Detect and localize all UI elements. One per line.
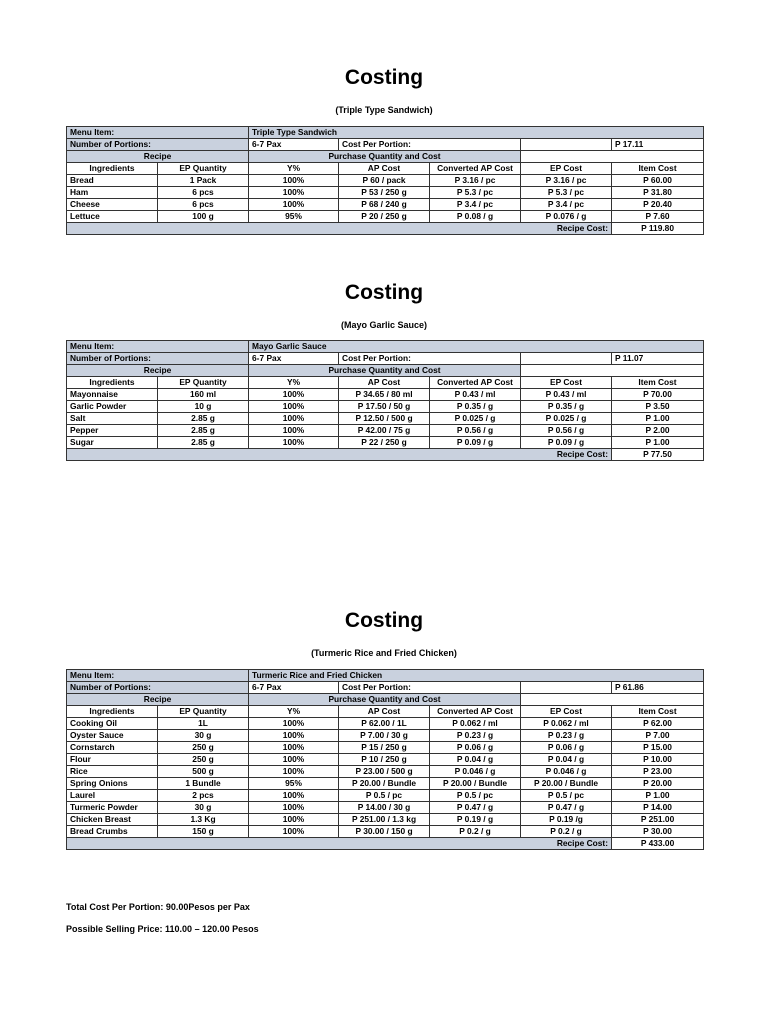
table-row [67,401,704,413]
table-cell: P 10 / 250 g [339,754,430,766]
table-cell: P 23.00 / 500 g [339,766,430,778]
table-cell: P 0.08 / g [430,211,521,223]
table-cell: P 0.025 / g [430,413,521,425]
table-cell: 10 g [158,401,249,413]
table-cell: P 7.00 [612,730,704,742]
possible-selling-price: Possible Selling Price: 110.00 – 120.00 Pesos [66,924,259,934]
recipe-cost-value: P 119.80 [612,223,704,235]
table-cell: 100% [249,766,339,778]
table-cell: 150 g [158,826,249,838]
table-cell: P 7.60 [612,211,704,223]
column-header-row [67,706,704,718]
table-cell: P 0.23 / g [430,730,521,742]
column-header-row [67,377,704,389]
group-header-row [67,694,704,706]
section-2-title: Costing [344,281,424,304]
table-cell: 6 pcs [158,187,249,199]
portions-label: Number of Portions: [67,353,249,365]
table-cell: Lettuce [67,211,158,223]
table-cell: P 0.04 / g [430,754,521,766]
table-cell: 1.3 Kg [158,814,249,826]
table-cell: P 0.35 / g [430,401,521,413]
table-cell: P 30.00 / 150 g [339,826,430,838]
table-cell: 100% [249,199,339,211]
table-cell: P 0.046 / g [521,766,612,778]
table-row [67,211,704,223]
table-cell: Cornstarch [67,742,158,754]
table-cell: 2.85 g [158,425,249,437]
table-cell: P 3.50 [612,401,704,413]
section-3-subtitle: (Turmeric Rice and Fried Chicken) [311,648,457,658]
purchase-group-header: Purchase Quantity and Cost [249,694,521,706]
table-cell: P 34.65 / 80 ml [339,389,430,401]
table-row [67,790,704,802]
table-cell: 2.85 g [158,437,249,449]
table-cell: P 0.04 / g [521,754,612,766]
recipe-cost-row [67,449,704,461]
table-cell: Bread [67,175,158,187]
costing-table [66,669,704,850]
table-cell: P 0.025 / g [521,413,612,425]
table-cell: P 3.4 / pc [521,199,612,211]
recipe-group-header: Recipe [67,365,249,377]
table-row [67,766,704,778]
table-cell: Laurel [67,790,158,802]
group-header-row [67,365,704,377]
cost-per-portion-value: P 11.07 [612,353,704,365]
portions-row [67,139,704,151]
table-cell: P 1.00 [612,790,704,802]
table-cell: P 68 / 240 g [339,199,430,211]
table-cell: P 0.56 / g [430,425,521,437]
menu-item-row [67,127,704,139]
table-cell: 100% [249,413,339,425]
table-cell: Spring Onions [67,778,158,790]
column-header: Y% [249,163,339,175]
costing-table [66,126,704,235]
table-row [67,730,704,742]
purchase-group-header: Purchase Quantity and Cost [249,365,521,377]
menu-item-label: Menu Item: [67,341,249,353]
table-cell: P 0.076 / g [521,211,612,223]
table-cell: P 20.00 / Bundle [521,778,612,790]
table-cell: P 60.00 [612,175,704,187]
portions-label: Number of Portions: [67,139,249,151]
menu-item-value: Mayo Garlic Sauce [249,341,704,353]
table-row [67,389,704,401]
table-cell: P 3.4 / pc [430,199,521,211]
table-cell: 100% [249,389,339,401]
cost-per-portion-spacer [521,353,612,365]
table-cell: P 0.19 /g [521,814,612,826]
recipe-cost-label: Recipe Cost: [67,838,612,850]
table-cell: Flour [67,754,158,766]
table-cell: 30 g [158,730,249,742]
costing-table [66,340,704,461]
table-cell: 1 Pack [158,175,249,187]
section-2-subtitle: (Mayo Garlic Sauce) [340,320,428,330]
table-cell: 100% [249,401,339,413]
table-cell: P 0.47 / g [521,802,612,814]
portions-value: 6-7 Pax [249,353,339,365]
menu-item-label: Menu Item: [67,670,249,682]
table-cell: Garlic Powder [67,401,158,413]
table-cell: P 53 / 250 g [339,187,430,199]
table-cell: P 15.00 [612,742,704,754]
table-row [67,754,704,766]
table-cell: P 14.00 [612,802,704,814]
section-1-title: Costing [344,66,424,89]
table-cell: 1L [158,718,249,730]
recipe-cost-label: Recipe Cost: [67,449,612,461]
table-cell: 30 g [158,802,249,814]
cost-per-portion-label: Cost Per Portion: [339,682,521,694]
column-header: Ingredients [67,706,158,718]
cost-per-portion-label: Cost Per Portion: [339,139,521,151]
table-cell: P 251.00 / 1.3 kg [339,814,430,826]
table-cell: P 0.5 / pc [430,790,521,802]
recipe-cost-row [67,838,704,850]
group-header-row [67,151,704,163]
table-cell: Turmeric Powder [67,802,158,814]
table-cell: P 0.062 / ml [430,718,521,730]
table-cell: P 1.00 [612,413,704,425]
table-cell: 1 Bundle [158,778,249,790]
table-cell: Mayonnaise [67,389,158,401]
table-cell: P 0.56 / g [521,425,612,437]
group-header-spacer [521,694,704,706]
table-row [67,718,704,730]
table-cell: 2.85 g [158,413,249,425]
table-cell: P 0.046 / g [430,766,521,778]
table-cell: 160 ml [158,389,249,401]
table-cell: Rice [67,766,158,778]
cost-per-portion-label: Cost Per Portion: [339,353,521,365]
table-cell: 6 pcs [158,199,249,211]
column-header: Converted AP Cost [430,377,521,389]
cost-per-portion-value: P 61.86 [612,682,704,694]
table-cell: P 30.00 [612,826,704,838]
column-header: Item Cost [612,377,704,389]
cost-per-portion-spacer [521,139,612,151]
group-header-spacer [521,151,704,163]
table-cell: P 0.43 / ml [430,389,521,401]
table-cell: Bread Crumbs [67,826,158,838]
column-header: AP Cost [339,377,430,389]
column-header: Ingredients [67,377,158,389]
table-cell: P 0.06 / g [521,742,612,754]
menu-item-value: Turmeric Rice and Fried Chicken [249,670,704,682]
column-header: Item Cost [612,163,704,175]
table-row [67,742,704,754]
table-cell: 100 g [158,211,249,223]
table-cell: P 0.43 / ml [521,389,612,401]
table-cell: P 0.2 / g [430,826,521,838]
table-cell: P 3.16 / pc [521,175,612,187]
table-cell: P 0.06 / g [430,742,521,754]
section-3-title: Costing [344,609,424,632]
cost-per-portion-spacer [521,682,612,694]
table-cell: P 5.3 / pc [521,187,612,199]
table-cell: 100% [249,718,339,730]
table-cell: P 0.5 / pc [521,790,612,802]
purchase-group-header: Purchase Quantity and Cost [249,151,521,163]
table-row [67,814,704,826]
table-cell: 2 pcs [158,790,249,802]
table-cell: 100% [249,730,339,742]
table-cell: 100% [249,790,339,802]
table-cell: 100% [249,437,339,449]
menu-item-label: Menu Item: [67,127,249,139]
table-cell: P 22 / 250 g [339,437,430,449]
column-header: Converted AP Cost [430,706,521,718]
recipe-cost-label: Recipe Cost: [67,223,612,235]
table-cell: 100% [249,742,339,754]
table-cell: P 23.00 [612,766,704,778]
table-cell: P 0.09 / g [521,437,612,449]
column-header: Y% [249,377,339,389]
table-cell: P 17.50 / 50 g [339,401,430,413]
table-cell: P 0.2 / g [521,826,612,838]
table-cell: Cooking Oil [67,718,158,730]
column-header: EP Quantity [158,706,249,718]
table-row [67,413,704,425]
recipe-group-header: Recipe [67,694,249,706]
table-cell: 250 g [158,742,249,754]
table-row [67,778,704,790]
table-row [67,425,704,437]
table-cell: P 14.00 / 30 g [339,802,430,814]
column-header: EP Cost [521,377,612,389]
table-cell: P 62.00 [612,718,704,730]
recipe-cost-value: P 433.00 [612,838,704,850]
table-cell: P 31.80 [612,187,704,199]
menu-item-value: Triple Type Sandwich [249,127,704,139]
portions-label: Number of Portions: [67,682,249,694]
table-cell: P 0.23 / g [521,730,612,742]
column-header: Item Cost [612,706,704,718]
table-cell: Pepper [67,425,158,437]
table-cell: Oyster Sauce [67,730,158,742]
table-cell: 100% [249,187,339,199]
table-cell: P 62.00 / 1L [339,718,430,730]
table-cell: 100% [249,425,339,437]
table-cell: P 0.35 / g [521,401,612,413]
table-cell: P 20.00 / Bundle [339,778,430,790]
column-header: Converted AP Cost [430,163,521,175]
table-row [67,175,704,187]
portions-row [67,682,704,694]
table-cell: P 0.062 / ml [521,718,612,730]
table-cell: 100% [249,826,339,838]
column-header: EP Cost [521,163,612,175]
column-header: Ingredients [67,163,158,175]
table-cell: 95% [249,778,339,790]
table-row [67,199,704,211]
table-cell: P 20 / 250 g [339,211,430,223]
table-cell: Ham [67,187,158,199]
column-header: EP Quantity [158,377,249,389]
table-cell: 95% [249,211,339,223]
column-header: EP Quantity [158,163,249,175]
cost-per-portion-value: P 17.11 [612,139,704,151]
column-header: EP Cost [521,706,612,718]
table-cell: P 5.3 / pc [430,187,521,199]
column-header: AP Cost [339,163,430,175]
menu-item-row [67,341,704,353]
table-row [67,802,704,814]
table-cell: P 0.09 / g [430,437,521,449]
table-cell: 100% [249,754,339,766]
table-cell: P 70.00 [612,389,704,401]
table-cell: P 3.16 / pc [430,175,521,187]
table-cell: P 20.00 / Bundle [430,778,521,790]
group-header-spacer [521,365,704,377]
column-header-row [67,163,704,175]
costing-table-3-wrapper [66,669,703,850]
portions-row [67,353,704,365]
total-cost-per-portion: Total Cost Per Portion: 90.00Pesos per Pax [66,902,250,912]
portions-value: 6-7 Pax [249,682,339,694]
table-row [67,826,704,838]
table-cell: P 7.00 / 30 g [339,730,430,742]
table-cell: P 15 / 250 g [339,742,430,754]
table-cell: P 20.40 [612,199,704,211]
table-cell: 100% [249,814,339,826]
table-cell: P 0.5 / pc [339,790,430,802]
table-cell: P 0.47 / g [430,802,521,814]
table-cell: Chicken Breast [67,814,158,826]
table-cell: P 2.00 [612,425,704,437]
table-cell: Sugar [67,437,158,449]
table-cell: P 60 / pack [339,175,430,187]
table-cell: Salt [67,413,158,425]
costing-table-1-wrapper [66,126,703,235]
menu-item-row [67,670,704,682]
recipe-cost-row [67,223,704,235]
table-cell: 500 g [158,766,249,778]
table-cell: Cheese [67,199,158,211]
table-cell: P 42.00 / 75 g [339,425,430,437]
table-cell: P 1.00 [612,437,704,449]
table-cell: P 20.00 [612,778,704,790]
section-1-subtitle: (Triple Type Sandwich) [335,105,433,115]
table-row [67,187,704,199]
table-cell: P 12.50 / 500 g [339,413,430,425]
table-cell: 100% [249,802,339,814]
column-header: Y% [249,706,339,718]
recipe-group-header: Recipe [67,151,249,163]
table-cell: P 0.19 / g [430,814,521,826]
table-cell: 250 g [158,754,249,766]
recipe-cost-value: P 77.50 [612,449,704,461]
column-header: AP Cost [339,706,430,718]
table-cell: P 251.00 [612,814,704,826]
portions-value: 6-7 Pax [249,139,339,151]
table-cell: P 10.00 [612,754,704,766]
table-row [67,437,704,449]
costing-table-2-wrapper [66,340,703,461]
table-cell: 100% [249,175,339,187]
